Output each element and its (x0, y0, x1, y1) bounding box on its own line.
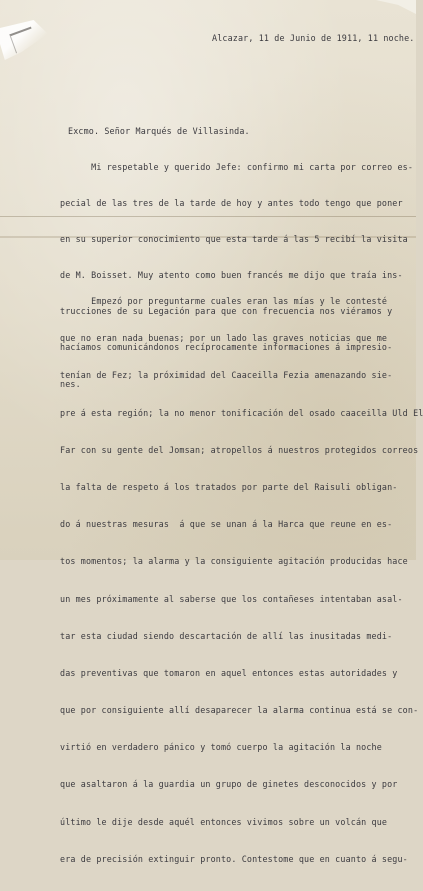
text-line: Empezó por preguntarme cuales eran las mías y le contesté (60, 296, 388, 306)
text-line: virtió en verdadero pánico y tomó cuerpo la agitación la noche (60, 742, 382, 753)
text-line: das preventivas que tomaron en aquel entonces estas autoridades y (60, 667, 398, 678)
place-date-line: Alcazar, 11 de Junio de 1911, 11 noche. (212, 33, 415, 43)
text-line: tenían de Fez; la próximidad del Caaceilla Fezia amenazando sie- (60, 370, 393, 381)
text-line: un mes próximamente al saberse que los contañeses intentaban asal- (60, 593, 403, 604)
text-line: la falta de respeto á los tratados por parte del Raisuli obligan- (60, 481, 398, 492)
text-line: era de precisión extinguir pronto. Contestome que en cuanto á segu- (60, 853, 408, 864)
text-line: en su superior conocimiento que esta tarde á las 5 recibí la visita (60, 234, 408, 245)
text-line: trucciones de su Legación para que con frecuencia nos viéramos y (60, 306, 393, 317)
text-line: Mi respetable y querido Jefe: confirmo mi carta por correo es- (60, 162, 414, 172)
text-line: nes. (60, 378, 81, 389)
text-line: pecial de las tres de la tarde de hoy y antes todo tengo que poner (60, 198, 403, 209)
text-line: pre á esta región; la no menor tonificación del osado caaceilla Uld El (60, 407, 423, 418)
text-line: do á nuestras mesuras á que se unan á la Harca que reune en es- (60, 519, 393, 530)
text-line: tar esta ciudad siendo descartación de allí las inusitadas medi- (60, 630, 393, 641)
folded-corner (376, 0, 416, 14)
text-line: último le dije desde aquél entonces vivimos sobre un volcán que (60, 816, 388, 827)
text-line: de M. Boisset. Muy atento como buen francés me dijo que traía ins- (60, 270, 403, 281)
paragraph-2 (60, 276, 423, 891)
salutation: Excmo. Señor Marqués de Villasinda. (68, 126, 250, 136)
text-line: hacíamos comunicándonos recíprocamente informaciones á impresio- (60, 342, 393, 353)
text-line: Far con su gente del Jomsan; atropellos á nuestros protegidos correos (60, 444, 419, 455)
text-line: tos momentos; la alarma y la consiguiente agitación producidas hace (60, 556, 408, 567)
text-line: que no eran nada buenas; por un lado las graves noticias que me (60, 333, 388, 344)
text-line: que asaltaron á la guardia un grupo de ginetes desconocidos y por (60, 779, 398, 790)
text-line: que por consiguiente allí desaparecer la alarma continua está se con- (60, 705, 419, 716)
